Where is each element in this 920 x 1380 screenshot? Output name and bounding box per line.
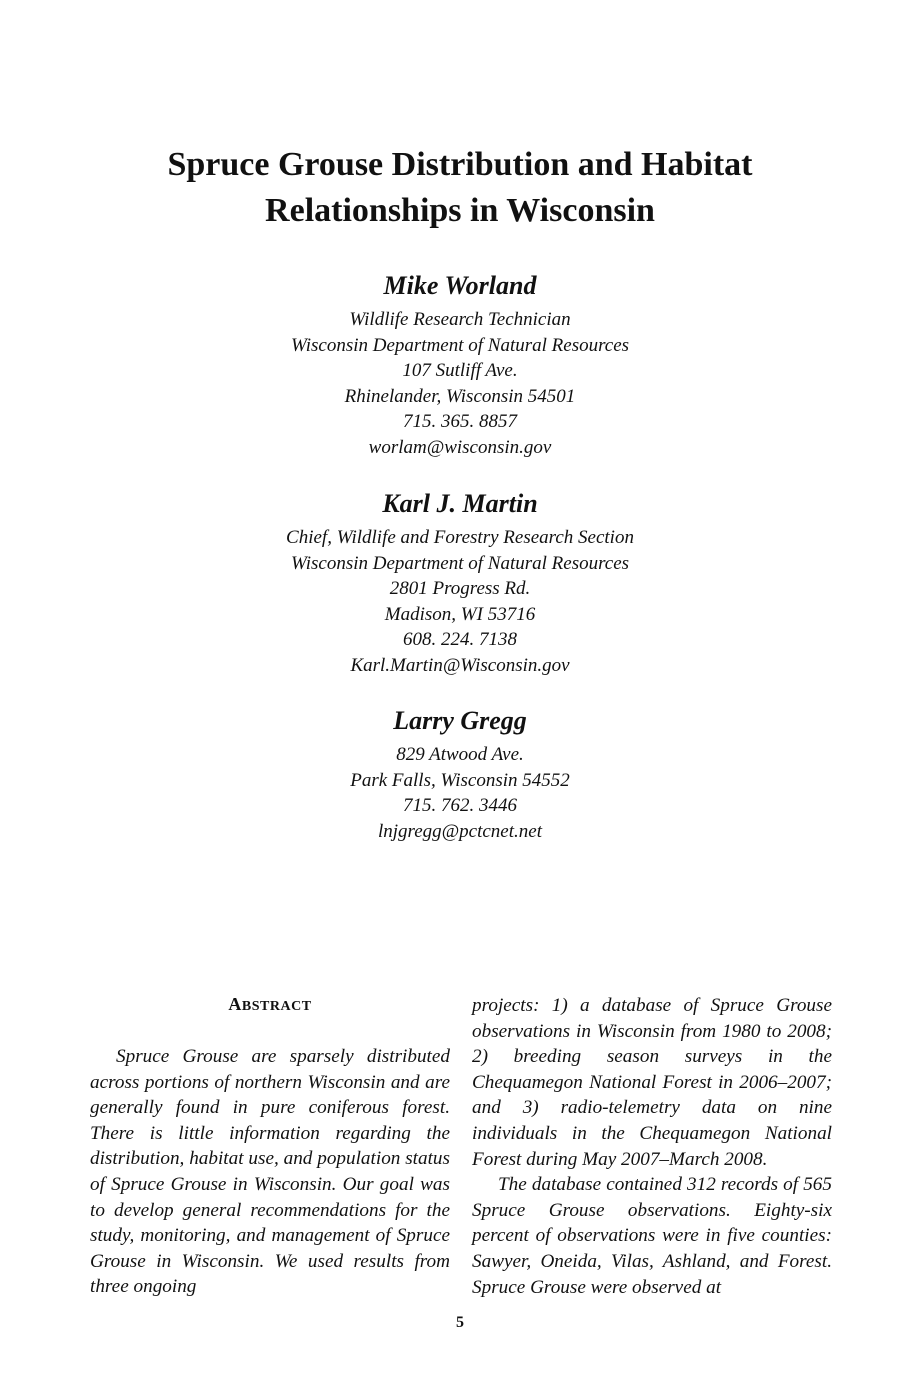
author-phone: 608. 224. 7138: [403, 629, 517, 651]
author-email: worlam@wisconsin.gov: [368, 436, 552, 458]
author-phone: 715. 365. 8857: [403, 411, 517, 433]
abstract-right-column: [472, 993, 832, 1300]
author-block-martin: [160, 486, 760, 679]
author-phone: 715. 762. 3446: [403, 795, 517, 817]
abstract-paragraph-2: The database contained 312 records of 565 Spruce Grouse observations. Eighty-six percent of observations were in five counties: Sawyer, Oneida, Vilas, Ashland, and Forest. Spruce Grouse were observed at: [472, 1174, 832, 1298]
abstract-paragraph-1-continued: projects: 1) a database of Spruce Grouse observations in Wisconsin from 1980 to 2008; 2) breeding season surveys in the Chequamegon National Forest in 2006–2007; and 3) radio-telemetry data on nine individuals in the Chequamegon National Forest during May 2007–March 2008.: [472, 995, 832, 1170]
abstract-heading-rest: BSTRACT: [241, 999, 312, 1014]
author-title: Chief, Wildlife and Forestry Research Section: [286, 527, 634, 548]
page-number: 5: [456, 1314, 464, 1331]
author-city: Rhinelander, Wisconsin 54501: [344, 385, 576, 407]
title-line-2: Relationships in Wisconsin: [265, 192, 655, 229]
author-block-gregg: [160, 703, 760, 844]
author-organization: Wisconsin Department of Natural Resources: [290, 552, 630, 574]
author-title: Wildlife Research Technician: [349, 309, 571, 330]
abstract-heading: [170, 994, 370, 1015]
author-email: Karl.Martin@Wisconsin.gov: [350, 654, 570, 676]
author-street: 2801 Progress Rd.: [389, 578, 531, 600]
title-line-1: Spruce Grouse Distribution and Habitat: [167, 146, 753, 183]
author-name: Larry Gregg: [393, 706, 527, 735]
author-street: 829 Atwood Ave.: [396, 744, 524, 765]
author-organization: Wisconsin Department of Natural Resources: [290, 334, 630, 356]
author-street: 107 Sutliff Ave.: [402, 360, 518, 382]
abstract-left-column: [90, 1044, 450, 1300]
author-city: Madison, WI 53716: [384, 603, 536, 625]
author-name: Karl J. Martin: [382, 489, 538, 518]
paper-title: [60, 142, 860, 234]
abstract-heading-initial: A: [228, 994, 242, 1014]
author-name: Mike Worland: [383, 271, 537, 300]
author-block-worland: [160, 268, 760, 461]
abstract-paragraph-1: Spruce Grouse are sparsely distributed across portions of northern Wisconsin and are generally found in pure coniferous forest. There is little information regarding the distribution, habitat use, and population status of Spruce Grouse in Wisconsin. Our goal was to develop general recommendations for the study, monitoring, and management of Spruce Grouse in Wisconsin. We used results from three ongoing: [90, 1046, 450, 1298]
author-email: lnjgregg@pctcnet.net: [378, 820, 542, 842]
author-city: Park Falls, Wisconsin 54552: [350, 769, 570, 791]
